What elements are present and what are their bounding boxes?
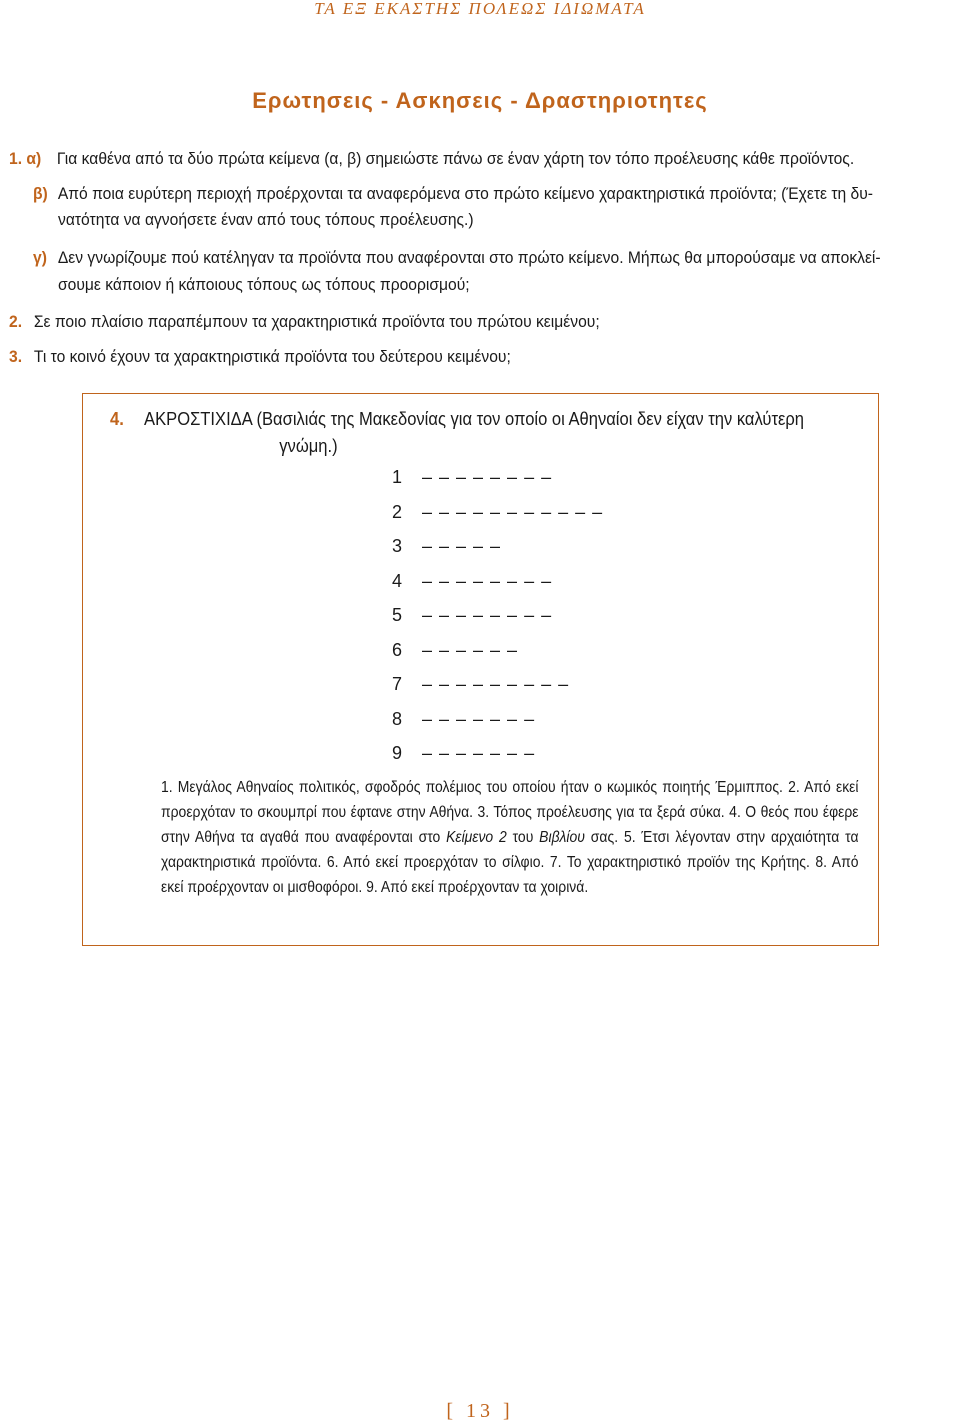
question-1c [33,245,907,271]
question-1b-continued [58,207,932,233]
question-text: Σε ποιο πλαίσιο παραπέμπουν τα χαρακτηριστικά προϊόντα του πρώτου κειμένου; [33,312,600,331]
acrostic-row-number: 2 [392,502,403,522]
acrostic-row-7[interactable] [392,673,569,695]
acrostic-row-number: 8 [392,709,403,729]
acrostic-row-6[interactable] [392,639,518,661]
clue-7: 7. Το χαρακτηριστικό προϊόν της Κρήτης. [549,854,810,871]
clue-4-start: 4. Ο θεός που έφερε στην Αθήνα τα αγαθά που αναφέρονται στο [161,804,859,846]
question-text-line2: σουμε κάποιον ή κάποιους τόπους ως τόπους προορισμού; [58,275,470,294]
acrostic-blanks: – – – – – – – – – [422,674,570,694]
acrostic-row-number: 4 [392,571,403,591]
clue-6: 6. Από εκεί προερχόταν το σίλφιο. [326,854,545,871]
question-label: β) [33,184,48,203]
question-text: Τι το κοινό έχουν τα χαρακτηριστικά προϊόντα του δεύτερου κειμένου; [33,347,511,366]
acrostic-row-9[interactable] [392,742,535,764]
acrostic-title-line2: γνώμη.) [279,436,338,456]
question-text-line1: Από ποια ευρύτερη περιοχή προέρχονται τα αναφερόμενα στο πρώτο κείμενο χαρακτηριστικά προϊόντα; (Έχετε τη δυ- [57,184,874,203]
acrostic-row-number: 1 [392,467,403,487]
acrostic-row-number: 9 [392,743,403,763]
acrostic-blanks: – – – – – – – [422,709,536,729]
acrostic-blanks: – – – – – [422,536,502,556]
clue-9: 9. Από εκεί προέρχονταν τα χοιρινά. [366,879,589,896]
acrostic-blanks: – – – – – – [422,640,519,660]
acrostic-row-8[interactable] [392,708,535,730]
acrostic-heading [110,406,818,460]
acrostic-blanks: – – – – – – – – [422,605,553,625]
question-1a [9,146,883,172]
acrostic-row-3[interactable] [392,535,501,557]
acrostic-blanks: – – – – – – – [422,743,536,763]
acrostic-row-number: 3 [392,536,403,556]
clue-4-text-ref: Κείμενο 2 [446,829,507,846]
acrostic-row-2[interactable] [392,501,603,523]
question-1c-continued [58,272,932,298]
clue-1: 1. Μεγάλος Αθηναίος πολιτικός, σφοδρός πολέμιος του οποίου ήταν ο κωμικός ποιητής Έρμιππος. [161,779,783,796]
acrostic-row-4[interactable] [392,570,552,592]
page-number: [ 13 ] [446,1400,514,1422]
acrostic-row-number: 7 [392,674,403,694]
clue-4-mid: του [512,829,534,846]
clue-5: 5. Έτσι λέγονταν στην αρχαιότητα τα χαρακτηριστικά προϊόντα. [161,829,859,871]
clue-3: 3. Τόπος προέλευσης για τα ξερά σύκα. [477,804,725,821]
acrostic-row-5[interactable] [392,604,552,626]
question-2 [9,309,883,335]
clue-4-end: σας. [590,829,619,846]
acrostic-title-line1: ΑΚΡΟΣΤΙΧΙΔΑ (Βασιλιάς της Μακεδονίας για τον οποίο οι Αθηναίοι δεν είχαν την καλύτερη [144,409,805,429]
acrostic-label: 4. [110,409,124,429]
running-header: ΤΑ ΕΞ ΕΚΑΣΤΗΣ ΠΟΛΕΩΣ ΙΔΙΩΜΑΤΑ [314,0,646,18]
clue-4-book-ref: Βιβλίου [539,829,585,846]
acrostic-blanks: – – – – – – – – [422,467,553,487]
acrostic-row-number: 6 [392,640,403,660]
section-title: Ερωτησεις - Ασκησεις - Δραστηριοτητες [252,88,708,113]
acrostic-blanks: – – – – – – – – – – – [422,502,604,522]
question-text-line1: Δεν γνωρίζουμε πού κατέληγαν τα προϊόντα που αναφέρονται στο πρώτο κείμενο. Μήπως θα μπορούσαμε να αποκλεί- [57,248,881,267]
acrostic-blanks: – – – – – – – – [422,571,553,591]
clue-2: 2. Από εκεί προερχόταν το σκουμπρί που έφτανε στην Αθήνα. [161,779,859,821]
acrostic-row-1[interactable] [392,466,552,488]
question-label: 2. [9,312,23,331]
question-3 [9,344,883,370]
clue-8: 8. Από εκεί προέρχονταν οι μισθοφόροι. [161,854,859,896]
acrostic-row-number: 5 [392,605,403,625]
question-label: γ) [33,248,47,267]
question-label: 3. [9,347,23,366]
question-text-line2: νατότητα να αγνοήσετε έναν από τους τόπους προέλευσης.) [58,210,474,229]
question-1b [33,181,907,207]
acrostic-clues [161,775,859,900]
question-text: Για καθένα από τα δύο πρώτα κείμενα (α, β) σημειώστε πάνω σε έναν χάρτη τον τόπο προέλευσης κάθε προϊόντος. [56,149,855,168]
question-label: 1. α) [9,149,42,168]
